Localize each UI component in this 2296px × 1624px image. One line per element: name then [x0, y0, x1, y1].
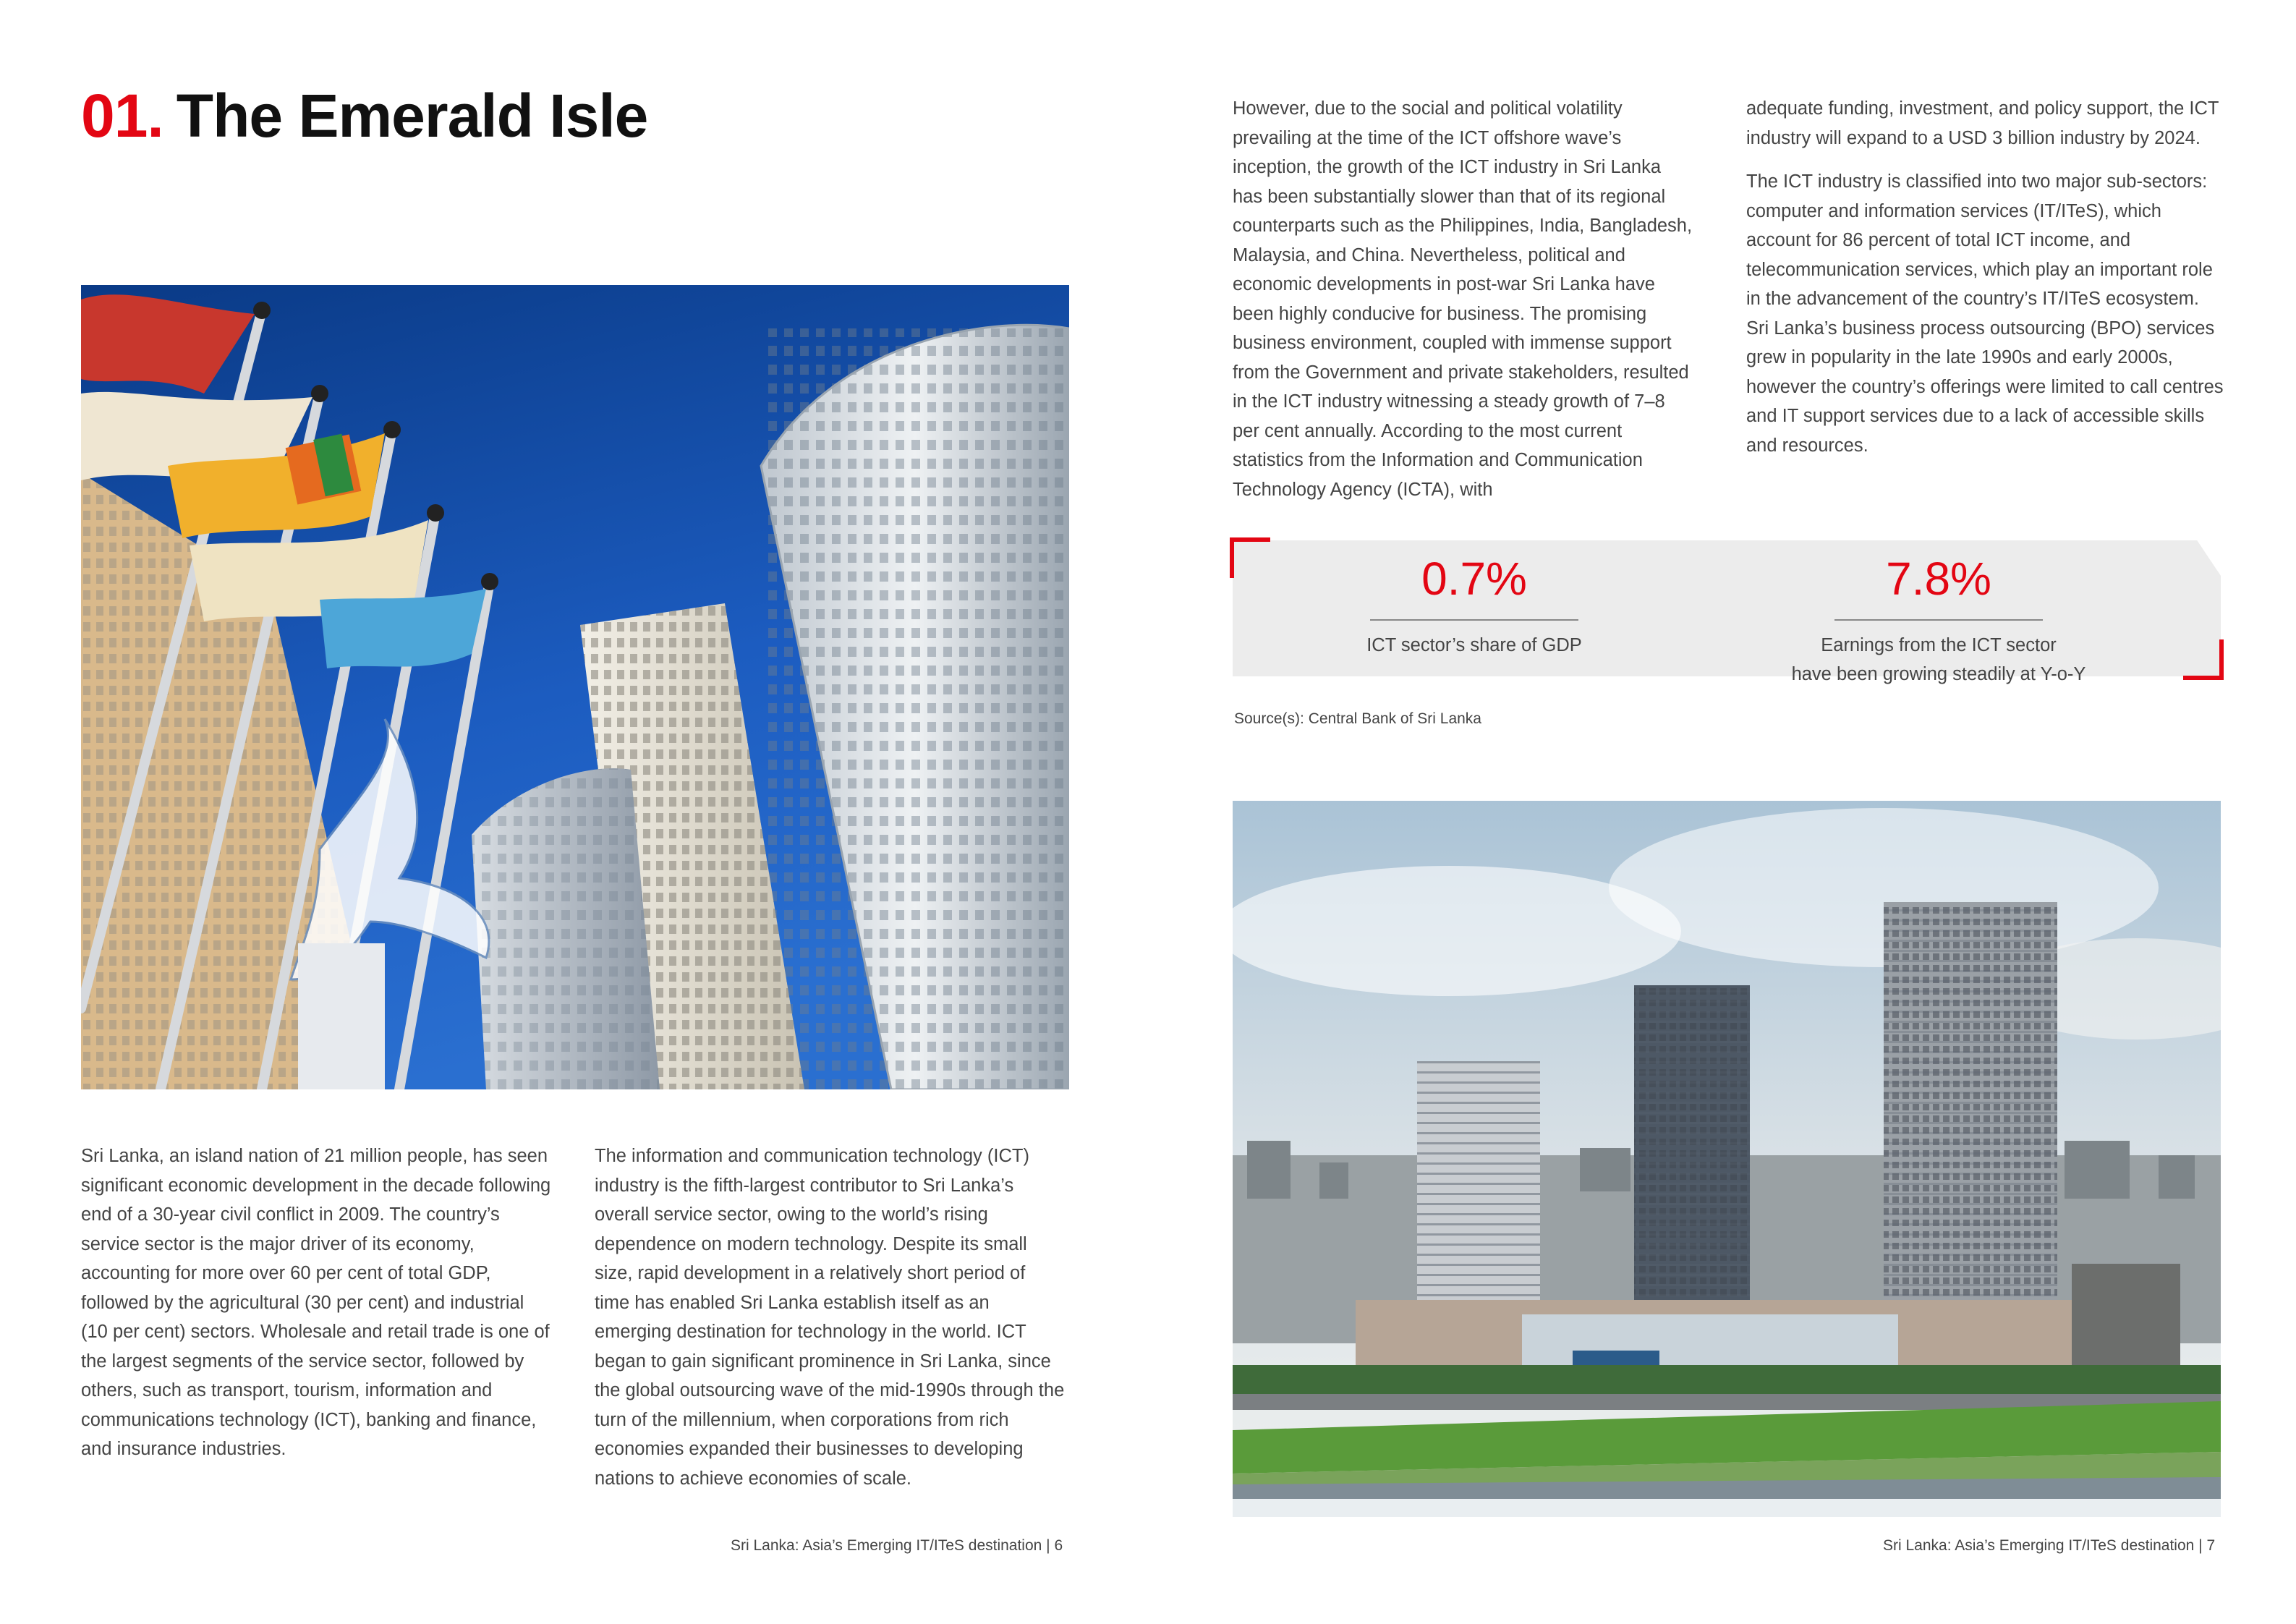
stat-label-line-2: have been growing steadily at Y-o-Y: [1791, 664, 2086, 684]
stat-divider: [1370, 619, 1578, 621]
section-title: The Emerald Isle: [176, 82, 648, 150]
page-footer-right: Sri Lanka: Asia’s Emerging IT/ITeS destination | 7: [1883, 1537, 2216, 1554]
section-heading: [81, 82, 648, 150]
corner-bracket-top-left: [1230, 537, 1270, 578]
section-number: 01.: [81, 82, 163, 150]
skyscrapers-with-flags-photo: [81, 285, 1069, 1089]
page-footer-left: Sri Lanka: Asia’s Emerging IT/ITeS destination | 6: [731, 1537, 1063, 1554]
corner-bracket-bottom-right: [2183, 639, 2224, 680]
stat-label: ICT sector’s share of GDP: [1366, 635, 1582, 655]
stat-ict-earnings: [1736, 553, 2141, 689]
left-column-text: Sri Lanka, an island nation of 21 million people, has seen significant economic development in the decade following end of a 30-year civil conflict in 2009. The country’s service sector is the major driver of its economy, accounting for more over 60 per cent of total GDP, followed by the agricultural (30 per cent) and industrial (10 per cent) sectors. Wholesale and retail trade is one of the largest segments of the service sector, followed by others, such as transport, tourism, information and communications technology (ICT), banking and finance, and insurance industries.: [81, 1146, 551, 1459]
right-column-2-text: [1746, 94, 2224, 460]
colombo-skyline-photo: [1233, 801, 2221, 1517]
source-note: Source(s): Central Bank of Sri Lanka: [1234, 710, 1481, 727]
stat-value: 0.7%: [1421, 553, 1527, 605]
stat-gdp-share: [1272, 553, 1677, 660]
right-column-2-para-1: adequate funding, investment, and policy support, the ICT industry will expand to a USD 3 billion industry by 2024.: [1746, 98, 2219, 148]
stat-divider: [1834, 619, 2043, 621]
right-column-1-text: However, due to the social and political volatility prevailing at the time of the ICT offshore wave’s inception, the growth of the ICT industry in Sri Lanka has been substantially slower than that of its regional counterparts such as the Philippines, India, Bangladesh, Malaysia, and China. Nevertheless, political and economic developments in post-war Sri Lanka have been highly conducive for business. The promising business environment, coupled with immense support from the Government and private stakeholders, resulted in the ICT industry witnessing a steady growth of 7–8 per cent annually. According to the most current statistics from the Information and Communication Technology Agency (ICTA), with: [1233, 98, 1693, 500]
stat-label-line-1: Earnings from the ICT sector: [1821, 635, 2057, 655]
right-column-2-para-2: The ICT industry is classified into two major sub-sectors: computer and information services (IT/ITeS), which account for 86 percent of total ICT income, and telecommunication services, which play an important role in the advancement of the country’s IT/ITeS ecosystem. Sri Lanka’s business process outsourcing (BPO) services grew in popularity in the late 1990s and early 2000s, however the country’s offerings were limited to call centres and IT support services due to a lack of accessible skills and resources.: [1746, 171, 2224, 456]
middle-column-text: The information and communication technology (ICT) industry is the fifth-largest contributor to Sri Lanka’s overall service sector, owing to the world’s rising dependence on modern technology. Despite its small size, rapid development in a relatively short period of time has enabled Sri Lanka establish itself as an emerging destination for technology in the world. ICT began to gain significant prominence in Sri Lanka, since the global outsourcing wave of the mid-1990s through the turn of the millennium, when corporations from rich economies expanded their businesses to developing nations to achieve economies of scale.: [595, 1146, 1065, 1489]
stat-value: 7.8%: [1886, 553, 1991, 605]
